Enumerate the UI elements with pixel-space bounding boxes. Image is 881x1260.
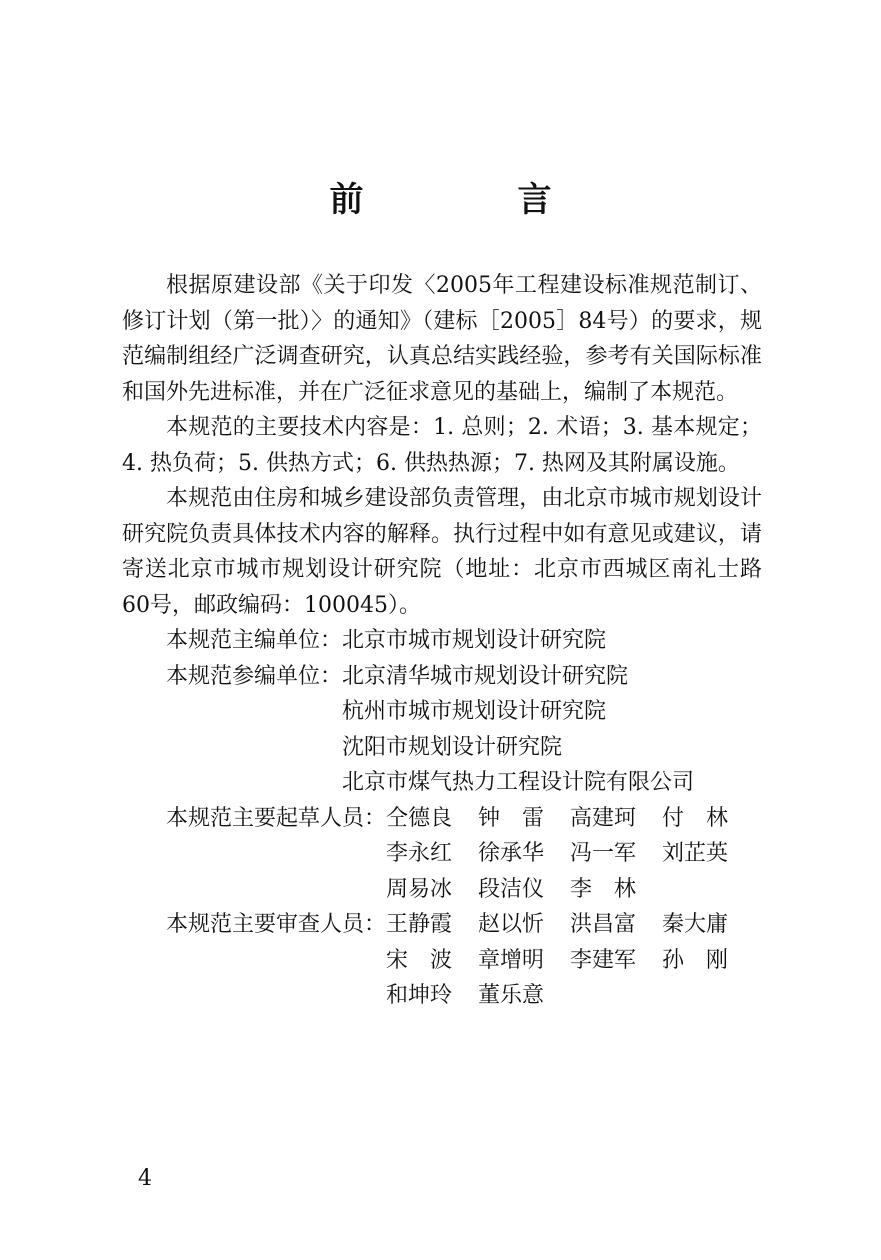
paragraph-contents: 本规范的主要技术内容是：1. 总则；2. 术语；3. 基本规定；4. 热负荷；5. 供热方式；6. 供热热源；7. 热网及其附属设施。 xyxy=(122,415,762,476)
drafters-block xyxy=(122,801,762,908)
participating-unit: 杭州市城市规划设计研究院 xyxy=(342,699,607,724)
page-title: 前 言 xyxy=(329,180,612,220)
reviewers-label: 本规范主要审查人员： xyxy=(166,912,387,937)
drafters-label: 本规范主要起草人员： xyxy=(166,805,387,831)
reviewer-name: 李建军 xyxy=(570,947,637,973)
chief-unit-value: 北京市城市规划设计研究院 xyxy=(342,628,607,653)
drafter-name: 仝德良 xyxy=(386,805,453,831)
drafter-name: 李永红 xyxy=(386,841,453,866)
participating-units-label: 本规范参编单位： xyxy=(166,663,343,689)
document-body xyxy=(122,268,762,1014)
chief-unit-row xyxy=(122,623,762,659)
participating-unit: 北京清华城市规划设计研究院 xyxy=(342,663,629,689)
reviewers-block xyxy=(122,907,762,1014)
reviewer-name: 秦大庸 xyxy=(662,912,729,937)
paragraph-basis: 根据原建设部《关于印发〈2005年工程建设标准规范制订、修订计划（第一批）〉的通知》（建标［2005］84号）的要求，规范编制组经广泛调查研究，认真总结实践经验，参考有关国际标准和国外先进标准，并在广泛征求意见的基础上，编制了本规范。 xyxy=(122,273,762,405)
chief-unit-label: 本规范主编单位： xyxy=(166,628,343,653)
drafter-name: 高建珂 xyxy=(570,805,637,831)
reviewer-name: 王静霞 xyxy=(386,912,453,937)
drafter-name: 周易冰 xyxy=(386,876,453,902)
participating-units-block xyxy=(122,659,762,801)
drafters-list xyxy=(386,801,734,908)
drafter-name: 段洁仪 xyxy=(478,876,545,902)
reviewers-list xyxy=(386,907,734,1014)
reviewer-name: 孙 刚 xyxy=(662,947,729,973)
reviewer-name: 和坤玲 xyxy=(386,983,453,1008)
page-number: 4 xyxy=(138,1166,152,1191)
participating-units-list xyxy=(342,659,694,801)
reviewer-name: 宋 波 xyxy=(386,947,453,973)
paragraph-management: 本规范由住房和城乡建设部负责管理，由北京市城市规划设计研究院负责具体技术内容的解释。执行过程中如有意见或建议，请寄送北京市城市规划设计研究院（地址：北京市西城区南礼士路60号，邮政编码：100045）。 xyxy=(122,486,762,618)
reviewer-name: 章增明 xyxy=(478,947,545,973)
reviewer-name: 赵以忻 xyxy=(478,912,545,937)
drafter-name: 钟 雷 xyxy=(478,805,545,831)
drafter-name: 李 林 xyxy=(570,876,637,902)
drafter-name: 徐承华 xyxy=(478,841,545,866)
reviewer-name: 洪昌富 xyxy=(570,912,637,937)
participating-unit: 北京市煤气热力工程设计院有限公司 xyxy=(342,770,695,795)
drafter-name: 刘芷英 xyxy=(662,841,729,866)
drafter-name: 付 林 xyxy=(662,805,729,831)
participating-unit: 沈阳市规划设计研究院 xyxy=(342,734,563,760)
reviewer-name: 董乐意 xyxy=(478,983,545,1008)
drafter-name: 冯一军 xyxy=(570,841,637,866)
